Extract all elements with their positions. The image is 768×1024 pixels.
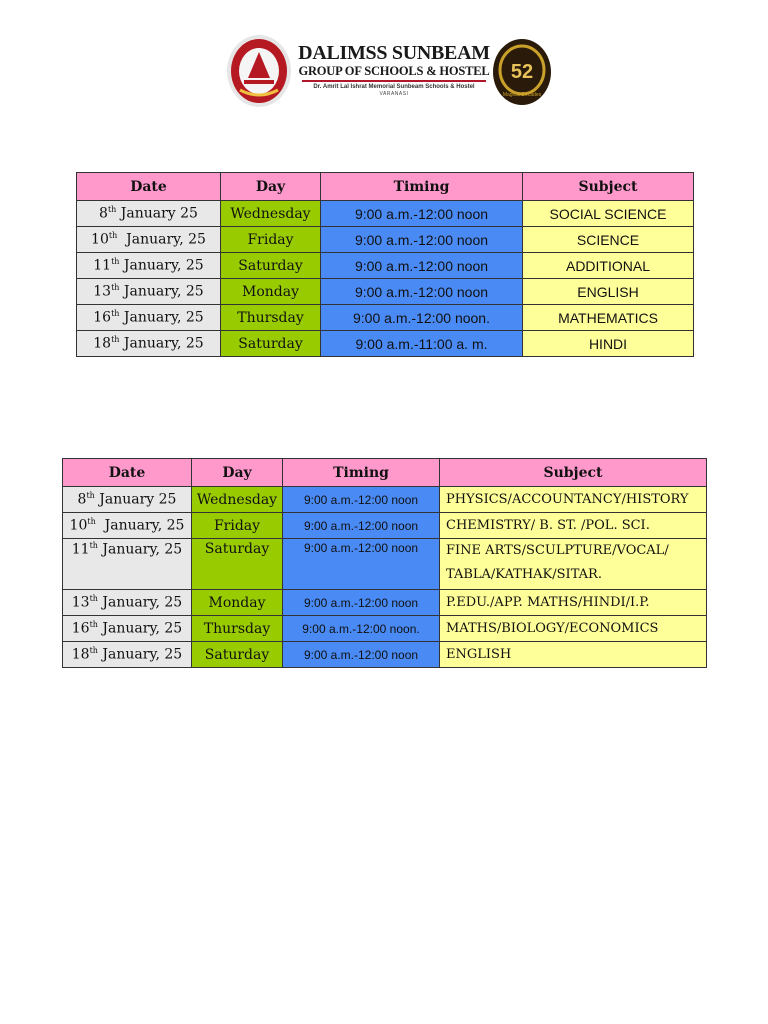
table-row — [63, 590, 707, 616]
badge-number: 52 — [510, 61, 534, 83]
date-cell: 10th January, 25 — [63, 513, 192, 539]
brand-subtitle: GROUP OF SCHOOLS & HOSTEL — [298, 64, 490, 78]
subject-cell: SCIENCE — [523, 227, 694, 253]
subject-cell: HINDI — [523, 331, 694, 357]
date-cell: 18th January, 25 — [63, 642, 192, 668]
date-cell: 11th January, 25 — [77, 253, 221, 279]
header-date: Date — [63, 459, 192, 487]
subject-cell: ENGLISH — [440, 642, 707, 668]
date-cell: 8th January 25 — [77, 201, 221, 227]
day-cell: Wednesday — [192, 487, 283, 513]
header-subject: Subject — [440, 459, 707, 487]
header-day: Day — [221, 173, 321, 201]
timing-cell: 9:00 a.m.-12:00 noon — [321, 279, 523, 305]
date-cell: 11th January, 25 — [63, 539, 192, 590]
brand-name: DALIMSS SUNBEAM — [298, 42, 490, 64]
timing-cell: 9:00 a.m.-12:00 noon — [321, 253, 523, 279]
table-row — [63, 539, 707, 590]
date-cell: 13th January, 25 — [77, 279, 221, 305]
subject-cell: PHYSICS/ACCOUNTANCY/HISTORY — [440, 487, 707, 513]
header-date: Date — [77, 173, 221, 201]
header-day: Day — [192, 459, 283, 487]
table-row — [77, 305, 694, 331]
table-row — [77, 331, 694, 357]
day-cell: Monday — [221, 279, 321, 305]
subject-cell: MATHEMATICS — [523, 305, 694, 331]
day-cell: Saturday — [192, 539, 283, 590]
table-row — [63, 642, 707, 668]
brand-fullname: Dr. Amrit Lal Ishrat Memorial Sunbeam Schools & Hostel — [313, 84, 475, 90]
day-cell: Thursday — [221, 305, 321, 331]
header-subject: Subject — [523, 173, 694, 201]
table-row — [77, 227, 694, 253]
day-cell: Saturday — [192, 642, 283, 668]
timing-cell: 9:00 a.m.-12:00 noon. — [321, 305, 523, 331]
badge-caption: Magical Decades — [502, 92, 542, 98]
school-crest-icon — [226, 34, 292, 108]
header-timing: Timing — [321, 173, 523, 201]
subject-cell: SOCIAL SCIENCE — [523, 201, 694, 227]
exam-schedule-table-2 — [62, 458, 707, 668]
anniversary-badge-icon — [492, 38, 552, 106]
table-row — [77, 253, 694, 279]
table-header-row — [63, 459, 707, 487]
timing-cell: 9:00 a.m.-12:00 noon — [283, 487, 440, 513]
brand-divider — [302, 80, 486, 82]
day-cell: Monday — [192, 590, 283, 616]
timing-cell: 9:00 a.m.-12:00 noon — [321, 227, 523, 253]
school-header — [226, 34, 552, 112]
date-cell: 16th January, 25 — [63, 616, 192, 642]
day-cell: Saturday — [221, 331, 321, 357]
table-row — [77, 201, 694, 227]
subject-cell: MATHS/BIOLOGY/ECONOMICS — [440, 616, 707, 642]
exam-schedule-table-1 — [76, 172, 694, 357]
brand-city: VARANASI — [379, 91, 409, 97]
table-header-row — [77, 173, 694, 201]
table-row — [63, 513, 707, 539]
brand-text — [296, 42, 492, 98]
day-cell: Thursday — [192, 616, 283, 642]
timing-cell: 9:00 a.m.-12:00 noon — [321, 201, 523, 227]
subject-cell: ENGLISH — [523, 279, 694, 305]
date-cell: 10th January, 25 — [77, 227, 221, 253]
header-timing: Timing — [283, 459, 440, 487]
date-cell: 8th January 25 — [63, 487, 192, 513]
day-cell: Wednesday — [221, 201, 321, 227]
table-row — [63, 487, 707, 513]
subject-cell: FINE ARTS/SCULPTURE/VOCAL/ TABLA/KATHAK/SITAR. — [440, 539, 707, 590]
timing-cell: 9:00 a.m.-12:00 noon — [283, 590, 440, 616]
timing-cell: 9:00 a.m.-12:00 noon — [283, 642, 440, 668]
date-cell: 18th January, 25 — [77, 331, 221, 357]
date-cell: 13th January, 25 — [63, 590, 192, 616]
table-row — [77, 279, 694, 305]
timing-cell: 9:00 a.m.-12:00 noon. — [283, 616, 440, 642]
timing-cell: 9:00 a.m.-12:00 noon — [283, 539, 440, 590]
day-cell: Saturday — [221, 253, 321, 279]
subject-cell: ADDITIONAL — [523, 253, 694, 279]
table-row — [63, 616, 707, 642]
timing-cell: 9:00 a.m.-11:00 a. m. — [321, 331, 523, 357]
date-cell: 16th January, 25 — [77, 305, 221, 331]
day-cell: Friday — [192, 513, 283, 539]
subject-cell: CHEMISTRY/ B. ST. /POL. SCI. — [440, 513, 707, 539]
timing-cell: 9:00 a.m.-12:00 noon — [283, 513, 440, 539]
subject-cell: P.EDU./APP. MATHS/HINDI/I.P. — [440, 590, 707, 616]
day-cell: Friday — [221, 227, 321, 253]
